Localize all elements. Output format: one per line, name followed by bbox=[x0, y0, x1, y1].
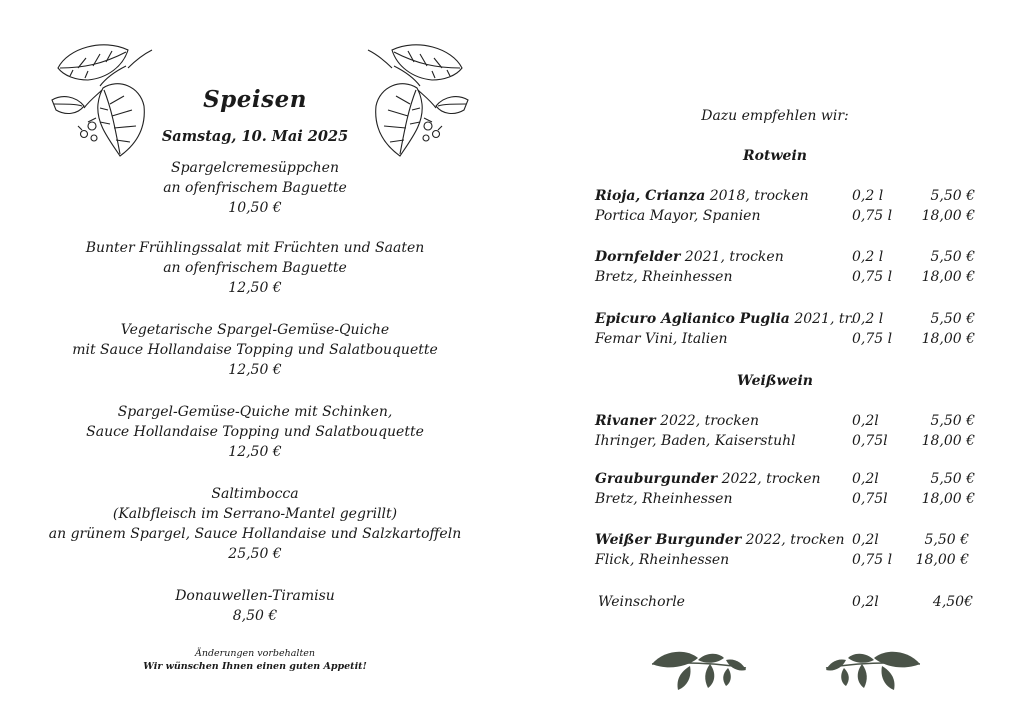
wine-size: 0,2l bbox=[852, 471, 879, 487]
wine-name: Rioja, Crianza 2018, trocken bbox=[595, 188, 809, 204]
wine-size: 0,75 l bbox=[852, 269, 893, 285]
wine-name: Dornfelder 2021, trocken bbox=[595, 249, 784, 265]
wine-size: 0,75l bbox=[852, 433, 888, 449]
wine-price: 18,00 € bbox=[921, 208, 975, 224]
dish-line: an ofenfrischem Baguette bbox=[163, 180, 347, 196]
leaf-branch-right-icon bbox=[822, 644, 922, 692]
dish-line: an ofenfrischem Baguette bbox=[163, 260, 347, 276]
wine-price: 5,50 € bbox=[930, 311, 975, 327]
wine-row bbox=[595, 311, 975, 331]
wine-origin: Bretz, Rheinhessen bbox=[595, 491, 733, 507]
wine-size: 0,2l bbox=[852, 594, 879, 610]
dish-item bbox=[40, 586, 470, 626]
wine-price: 18,00 € bbox=[921, 433, 975, 449]
dish-line: Sauce Hollandaise Topping und Salatbouquette bbox=[86, 424, 424, 440]
wine-name: Rivaner 2022, trocken bbox=[595, 413, 759, 429]
dish-line: Donauwellen-Tiramisu bbox=[175, 588, 335, 604]
wine-row bbox=[595, 532, 975, 552]
wine-row bbox=[598, 594, 978, 614]
wine-price: 4,50€ bbox=[932, 594, 973, 610]
dish-item bbox=[40, 158, 470, 218]
wine-price: 5,50 € bbox=[930, 471, 975, 487]
dish-line: Spargelcremesüppchen bbox=[171, 160, 339, 176]
menu-date: Samstag, 10. Mai 2025 bbox=[161, 128, 349, 145]
changes-note: Änderungen vorbehalten bbox=[194, 648, 315, 659]
wine-price: 18,00 € bbox=[915, 552, 969, 568]
dish-line: Saltimbocca bbox=[211, 486, 299, 502]
wine-row bbox=[595, 471, 975, 491]
wine-size: 0,75 l bbox=[852, 552, 893, 568]
dish-item bbox=[40, 402, 470, 462]
dish-price: 12,50 € bbox=[228, 362, 282, 378]
wine-row bbox=[595, 188, 975, 208]
wine-price: 5,50 € bbox=[930, 413, 975, 429]
dish-price: 10,50 € bbox=[228, 200, 282, 216]
wine-name: Epicuro Aglianico Puglia 2021, tr. bbox=[595, 311, 855, 327]
wine-row bbox=[595, 331, 975, 351]
wine-row bbox=[595, 208, 975, 228]
page-title: Speisen bbox=[203, 86, 307, 113]
dish-line: an grünem Spargel, Sauce Hollandaise und Salzkartoffeln bbox=[48, 526, 462, 542]
wine-price: 5,50 € bbox=[930, 188, 975, 204]
dish-price: 25,50 € bbox=[228, 546, 282, 562]
wine-price: 18,00 € bbox=[921, 331, 975, 347]
wine-size: 0,75 l bbox=[852, 331, 893, 347]
dish-item bbox=[40, 484, 470, 564]
dish-line: Vegetarische Spargel-Gemüse-Quiche bbox=[120, 322, 390, 338]
wine-size: 0,75 l bbox=[852, 208, 893, 224]
section-heading-red: Rotwein bbox=[743, 148, 807, 164]
recommendation-heading: Dazu empfehlen wir: bbox=[701, 108, 849, 124]
dish-price: 8,50 € bbox=[232, 608, 278, 624]
dish-line: mit Sauce Hollandaise Topping und Salatbouquette bbox=[72, 342, 438, 358]
wine-name: Weinschorle bbox=[598, 594, 685, 610]
wine-size: 0,75l bbox=[852, 491, 888, 507]
wine-price: 5,50 € bbox=[924, 532, 969, 548]
wine-origin: Portica Mayor, Spanien bbox=[595, 208, 761, 224]
dish-item bbox=[40, 320, 470, 380]
wine-row bbox=[595, 269, 975, 289]
wine-row bbox=[595, 552, 975, 572]
dish-line: Spargel-Gemüse-Quiche mit Schinken, bbox=[117, 404, 393, 420]
wine-origin: Ihringer, Baden, Kaiserstuhl bbox=[595, 433, 796, 449]
appetite-greeting: Wir wünschen Ihnen einen guten Appetit! bbox=[143, 661, 367, 672]
dish-line: Bunter Frühlingssalat mit Früchten und Saaten bbox=[85, 240, 425, 256]
dish-price: 12,50 € bbox=[228, 280, 282, 296]
wine-row bbox=[595, 413, 975, 433]
dish-price: 12,50 € bbox=[228, 444, 282, 460]
food-menu-page bbox=[40, 0, 470, 724]
wine-row bbox=[595, 491, 975, 511]
wine-size: 0,2 l bbox=[852, 249, 884, 265]
dish-line: (Kalbfleisch im Serrano-Mantel gegrillt) bbox=[112, 506, 398, 522]
wine-name: Weißer Burgunder 2022, trocken bbox=[595, 532, 845, 548]
wine-size: 0,2l bbox=[852, 413, 879, 429]
dish-item bbox=[40, 238, 470, 298]
wine-name: Grauburgunder 2022, trocken bbox=[595, 471, 821, 487]
wine-row bbox=[595, 433, 975, 453]
wine-origin: Bretz, Rheinhessen bbox=[595, 269, 733, 285]
wine-list-page bbox=[560, 0, 1000, 724]
wine-price: 5,50 € bbox=[930, 249, 975, 265]
wine-price: 18,00 € bbox=[921, 269, 975, 285]
wine-price: 18,00 € bbox=[921, 491, 975, 507]
wine-origin: Femar Vini, Italien bbox=[595, 331, 728, 347]
wine-size: 0,2 l bbox=[852, 311, 884, 327]
leaf-branch-left-icon bbox=[650, 644, 750, 692]
wine-size: 0,2 l bbox=[852, 188, 884, 204]
wine-size: 0,2l bbox=[852, 532, 879, 548]
wine-origin: Flick, Rheinhessen bbox=[595, 552, 730, 568]
wine-row bbox=[595, 249, 975, 269]
section-heading-white: Weißwein bbox=[737, 373, 813, 389]
